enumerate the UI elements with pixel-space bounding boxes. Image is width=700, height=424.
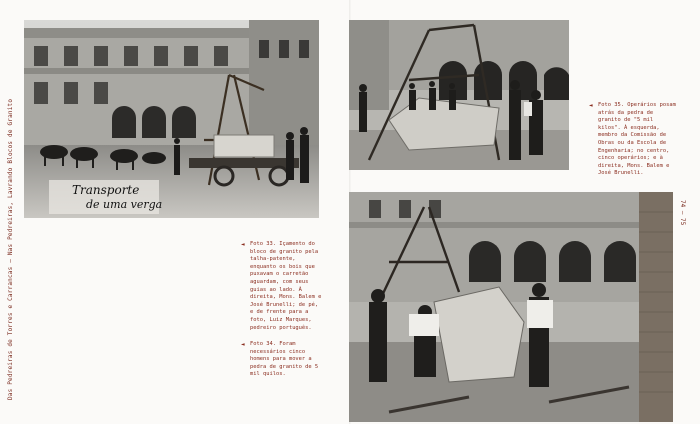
- caption-pointer-icon: ◄: [589, 102, 593, 109]
- photo-33: [24, 20, 319, 218]
- caption-34-text: Foto 34. Foram necessários cinco homens para mover a pedra de granito de 5 mil quilos.: [250, 341, 319, 378]
- right-running-head: [676, 200, 690, 260]
- left-running-head: [2, 70, 16, 400]
- photo-34: [349, 192, 673, 422]
- photo-33-handwriting-line1: Transporte: [72, 183, 140, 197]
- photo-33-image: [24, 20, 319, 218]
- caption-pointer-icon: ◄: [241, 341, 245, 348]
- page-numbers: 74 – 75: [679, 200, 686, 226]
- photo-35: [349, 20, 569, 170]
- caption-33: [241, 241, 324, 332]
- photo-35-image: [349, 20, 569, 170]
- caption-35: [589, 102, 676, 178]
- caption-34: [241, 341, 324, 379]
- caption-35-text: Foto 35. Operários posam atrás da pedra de granito de "5 mil kilos". À esquerda, membro da Comissão de Obras ou da Escola de Engenharia; no centro, cinco operários; e à direita, Mons. Balem e José Brunelli.: [598, 102, 676, 177]
- photo-34-image: [349, 192, 673, 422]
- caption-pointer-icon: ◄: [241, 241, 245, 248]
- left-running-head-text: Das Pedreiras de Torres e Carrancas – Nas Pedreiras, Lavrando Blocos de Granito: [7, 98, 14, 400]
- photo-33-handwriting-line2: de uma verga: [86, 198, 163, 211]
- caption-33-text: Foto 33. Içamento do bloco de granito pela talha-patente, enquanto os bois que puxavam o carretão aguardam, com seus guias ao lado. À direita, Mons. Balem e José Brunelli; de pé, e de frente para a foto, Luiz Marques, pedreiro português.: [250, 241, 322, 331]
